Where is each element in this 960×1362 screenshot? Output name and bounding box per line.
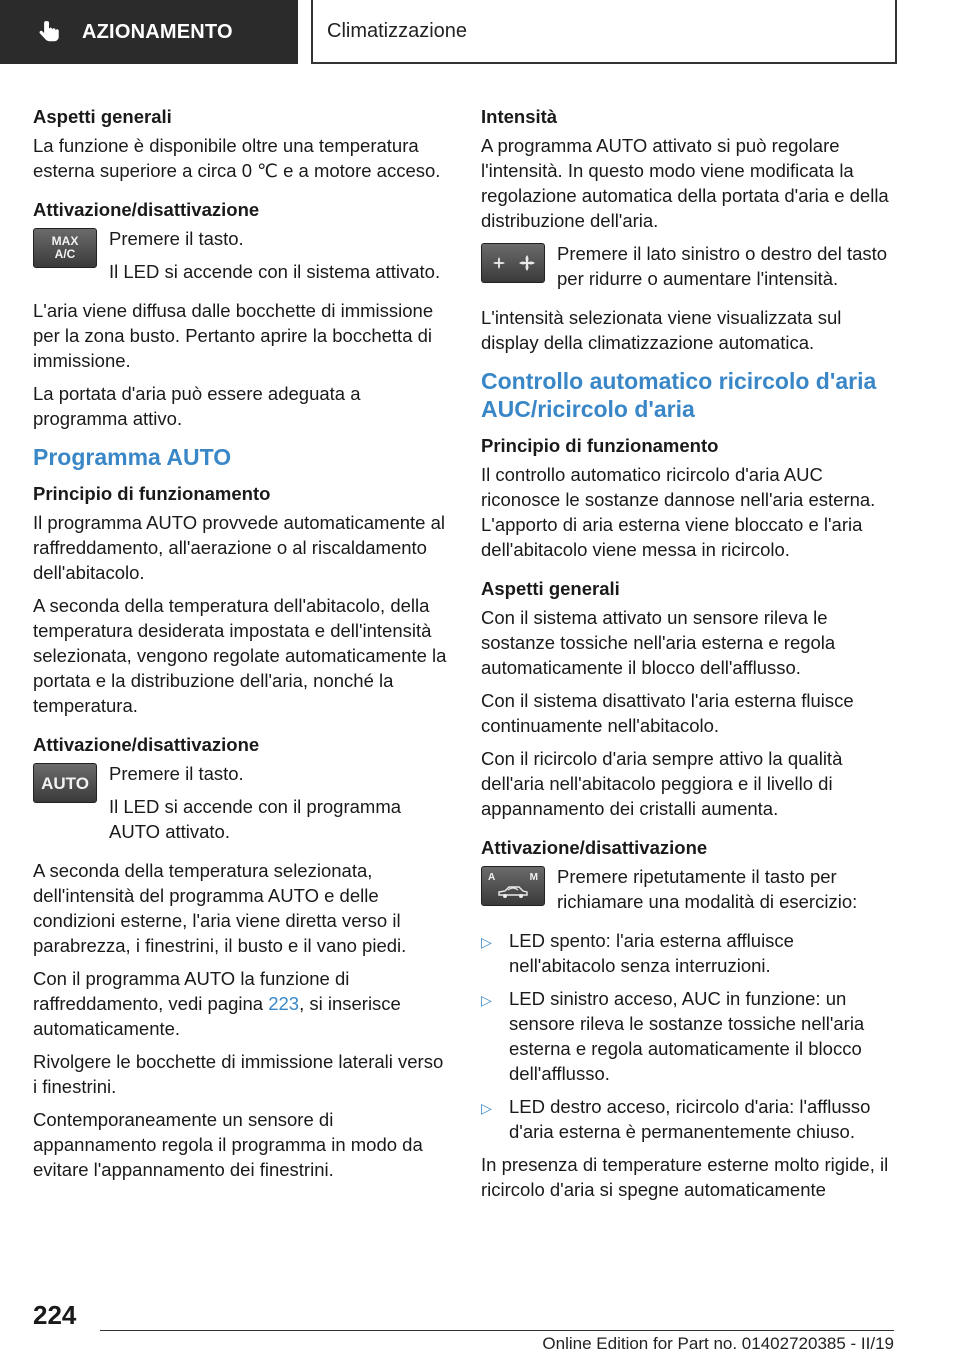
- heading-principle: Principio di funzionamento: [33, 483, 271, 504]
- paragraph: Con il sistema disattivato l'aria esterna fluisce continuamente nell'abitacolo.: [481, 690, 854, 736]
- maxac-key-row: [33, 226, 451, 292]
- list-item-text: LED destro acceso, ricircolo d'aria: l'afflusso d'aria esterna è permanentemente chiuso.: [509, 1096, 871, 1142]
- auto-button-icon: AUTO: [33, 763, 97, 803]
- triangle-bullet-icon: ▷: [481, 1100, 492, 1116]
- list-item-text: LED sinistro acceso, AUC in funzione: un sensore rileva le sostanze tossiche nell'aria esterna e regola automaticamente il blocco dell'afflusso.: [509, 988, 865, 1084]
- section-title: AZIONAMENTO: [82, 20, 233, 43]
- triangle-bullet-icon: ▷: [481, 992, 492, 1008]
- paragraph: Premere ripetutamente il tasto per richiamare una modalità di esercizio:: [557, 866, 858, 912]
- triangle-bullet-icon: ▷: [481, 934, 492, 950]
- text: Con il programma AUTO la funzione di raffreddamento, vedi pagina: [33, 968, 350, 1014]
- list-item: [481, 1094, 899, 1144]
- list-item-text: LED spento: l'aria esterna affluisce nell'abitacolo senza interruzioni.: [509, 930, 794, 976]
- heading-principle: Principio di funzionamento: [481, 435, 719, 456]
- edition-note: Online Edition for Part no. 01402720385 - II/19: [542, 1334, 894, 1353]
- paragraph: Con il ricircolo d'aria sempre attivo la qualità dell'aria nell'abitacolo peggiora e il livello di appannamento dei cristalli aumenta.: [481, 748, 843, 819]
- heading-onoff: Attivazione/disattivazione: [33, 734, 260, 755]
- left-column: [33, 104, 451, 1190]
- section-tab[interactable]: [0, 0, 298, 64]
- heading-general: Aspetti generali: [33, 106, 172, 127]
- heading-general: Aspetti generali: [481, 578, 620, 599]
- paragraph: Il LED si accende con il programma AUTO attivato.: [109, 796, 402, 842]
- page-header: [0, 0, 960, 66]
- paragraph: La funzione è disponibile oltre una temperatura esterna superiore a circa 0 ℃ e a motore acceso.: [33, 135, 441, 181]
- paragraph: Contemporaneamente un sensore di appannamento regola il programma in modo da evitare l'appannamento dei finestrini.: [33, 1109, 423, 1180]
- list-item: [481, 986, 899, 1086]
- section-heading-auto: Programma AUTO: [33, 444, 232, 470]
- paragraph: A seconda della temperatura selezionata, dell'intensità del programma AUTO e delle condizioni esterne, l'aria viene diretta verso il parabrezza, i finestrini, il busto e il vano piedi.: [33, 860, 407, 956]
- paragraph: L'intensità selezionata viene visualizzata sul display della climatizzazione automatica.: [481, 307, 842, 353]
- paragraph: Il programma AUTO provvede automaticamente al raffreddamento, all'aerazione o al riscaldamento dell'abitacolo.: [33, 512, 445, 583]
- fan-intensity-button-icon: [481, 243, 545, 283]
- car-recirculation-icon: [496, 883, 530, 899]
- paragraph: L'aria viene diffusa dalle bocchette di immissione per la zona busto. Pertanto aprire la bocchetta di immissione.: [33, 300, 434, 371]
- paragraph: A programma AUTO attivato si può regolare l'intensità. In questo modo viene modificata la regolazione automatica della portata d'aria e della distribuzione dell'aria.: [481, 135, 889, 231]
- paragraph: Rivolgere le bocchette di immissione laterali verso i finestrini.: [33, 1051, 444, 1097]
- heading-onoff: Attivazione/disattivazione: [33, 199, 260, 220]
- paragraph: Premere il tasto.: [109, 763, 244, 784]
- page-number: 224: [33, 1300, 77, 1330]
- heading-onoff: Attivazione/disattivazione: [481, 837, 708, 858]
- paragraph: Il controllo automatico ricircolo d'aria AUC riconosce le sostanze dannose nell'aria esterna. L'apporto di aria esterna viene bloccato e l'aria dell'abitacolo viene messa in ricircolo.: [481, 464, 876, 560]
- hand-pointer-icon: [36, 19, 62, 45]
- right-column: [481, 104, 899, 1210]
- mode-list: [481, 928, 899, 1144]
- auc-key-row: [481, 864, 899, 922]
- intensity-key-row: [481, 241, 899, 299]
- paragraph: La portata d'aria può essere adeguata a programma attivo.: [33, 383, 361, 429]
- paragraph: In presenza di temperature esterne molto rigide, il ricircolo d'aria si spegne automaticamente: [481, 1154, 889, 1200]
- key-label-a: A: [488, 872, 496, 883]
- chapter-tab[interactable]: [311, 0, 897, 64]
- list-item: [481, 928, 899, 978]
- max-ac-button-icon: MAX A/C: [33, 228, 97, 268]
- chapter-title: Climatizzazione: [327, 19, 468, 42]
- key-label-m: M: [529, 872, 538, 883]
- paragraph: Con il sistema attivato un sensore rileva le sostanze tossiche nell'aria esterna e regola automaticamente il blocco dell'afflusso.: [481, 607, 836, 678]
- section-heading-auc: Controllo automatico ricircolo d'aria AUC/ricircolo d'aria: [481, 368, 877, 422]
- auto-key-row: [33, 761, 451, 852]
- page-link[interactable]: 223: [268, 993, 300, 1014]
- paragraph: A seconda della temperatura dell'abitacolo, della temperatura desiderata impostata e dell'intensità selezionata, vengono regolate automaticamente la portata e la distribuzione dell'aria, nonché la temperatura.: [33, 595, 447, 716]
- text: , si inserisce automaticamente.: [33, 993, 401, 1039]
- paragraph: Premere il lato sinistro o destro del tasto per ridurre o aumentare l'intensità.: [557, 243, 888, 289]
- paragraph-with-link: [33, 966, 451, 1041]
- fan-icon: [487, 253, 539, 273]
- paragraph: Premere il tasto.: [109, 228, 244, 249]
- footer-divider: [100, 1330, 894, 1331]
- paragraph: Il LED si accende con il sistema attivato.: [109, 261, 441, 282]
- recirculation-button-icon: [481, 866, 545, 906]
- heading-intensity: Intensità: [481, 106, 558, 127]
